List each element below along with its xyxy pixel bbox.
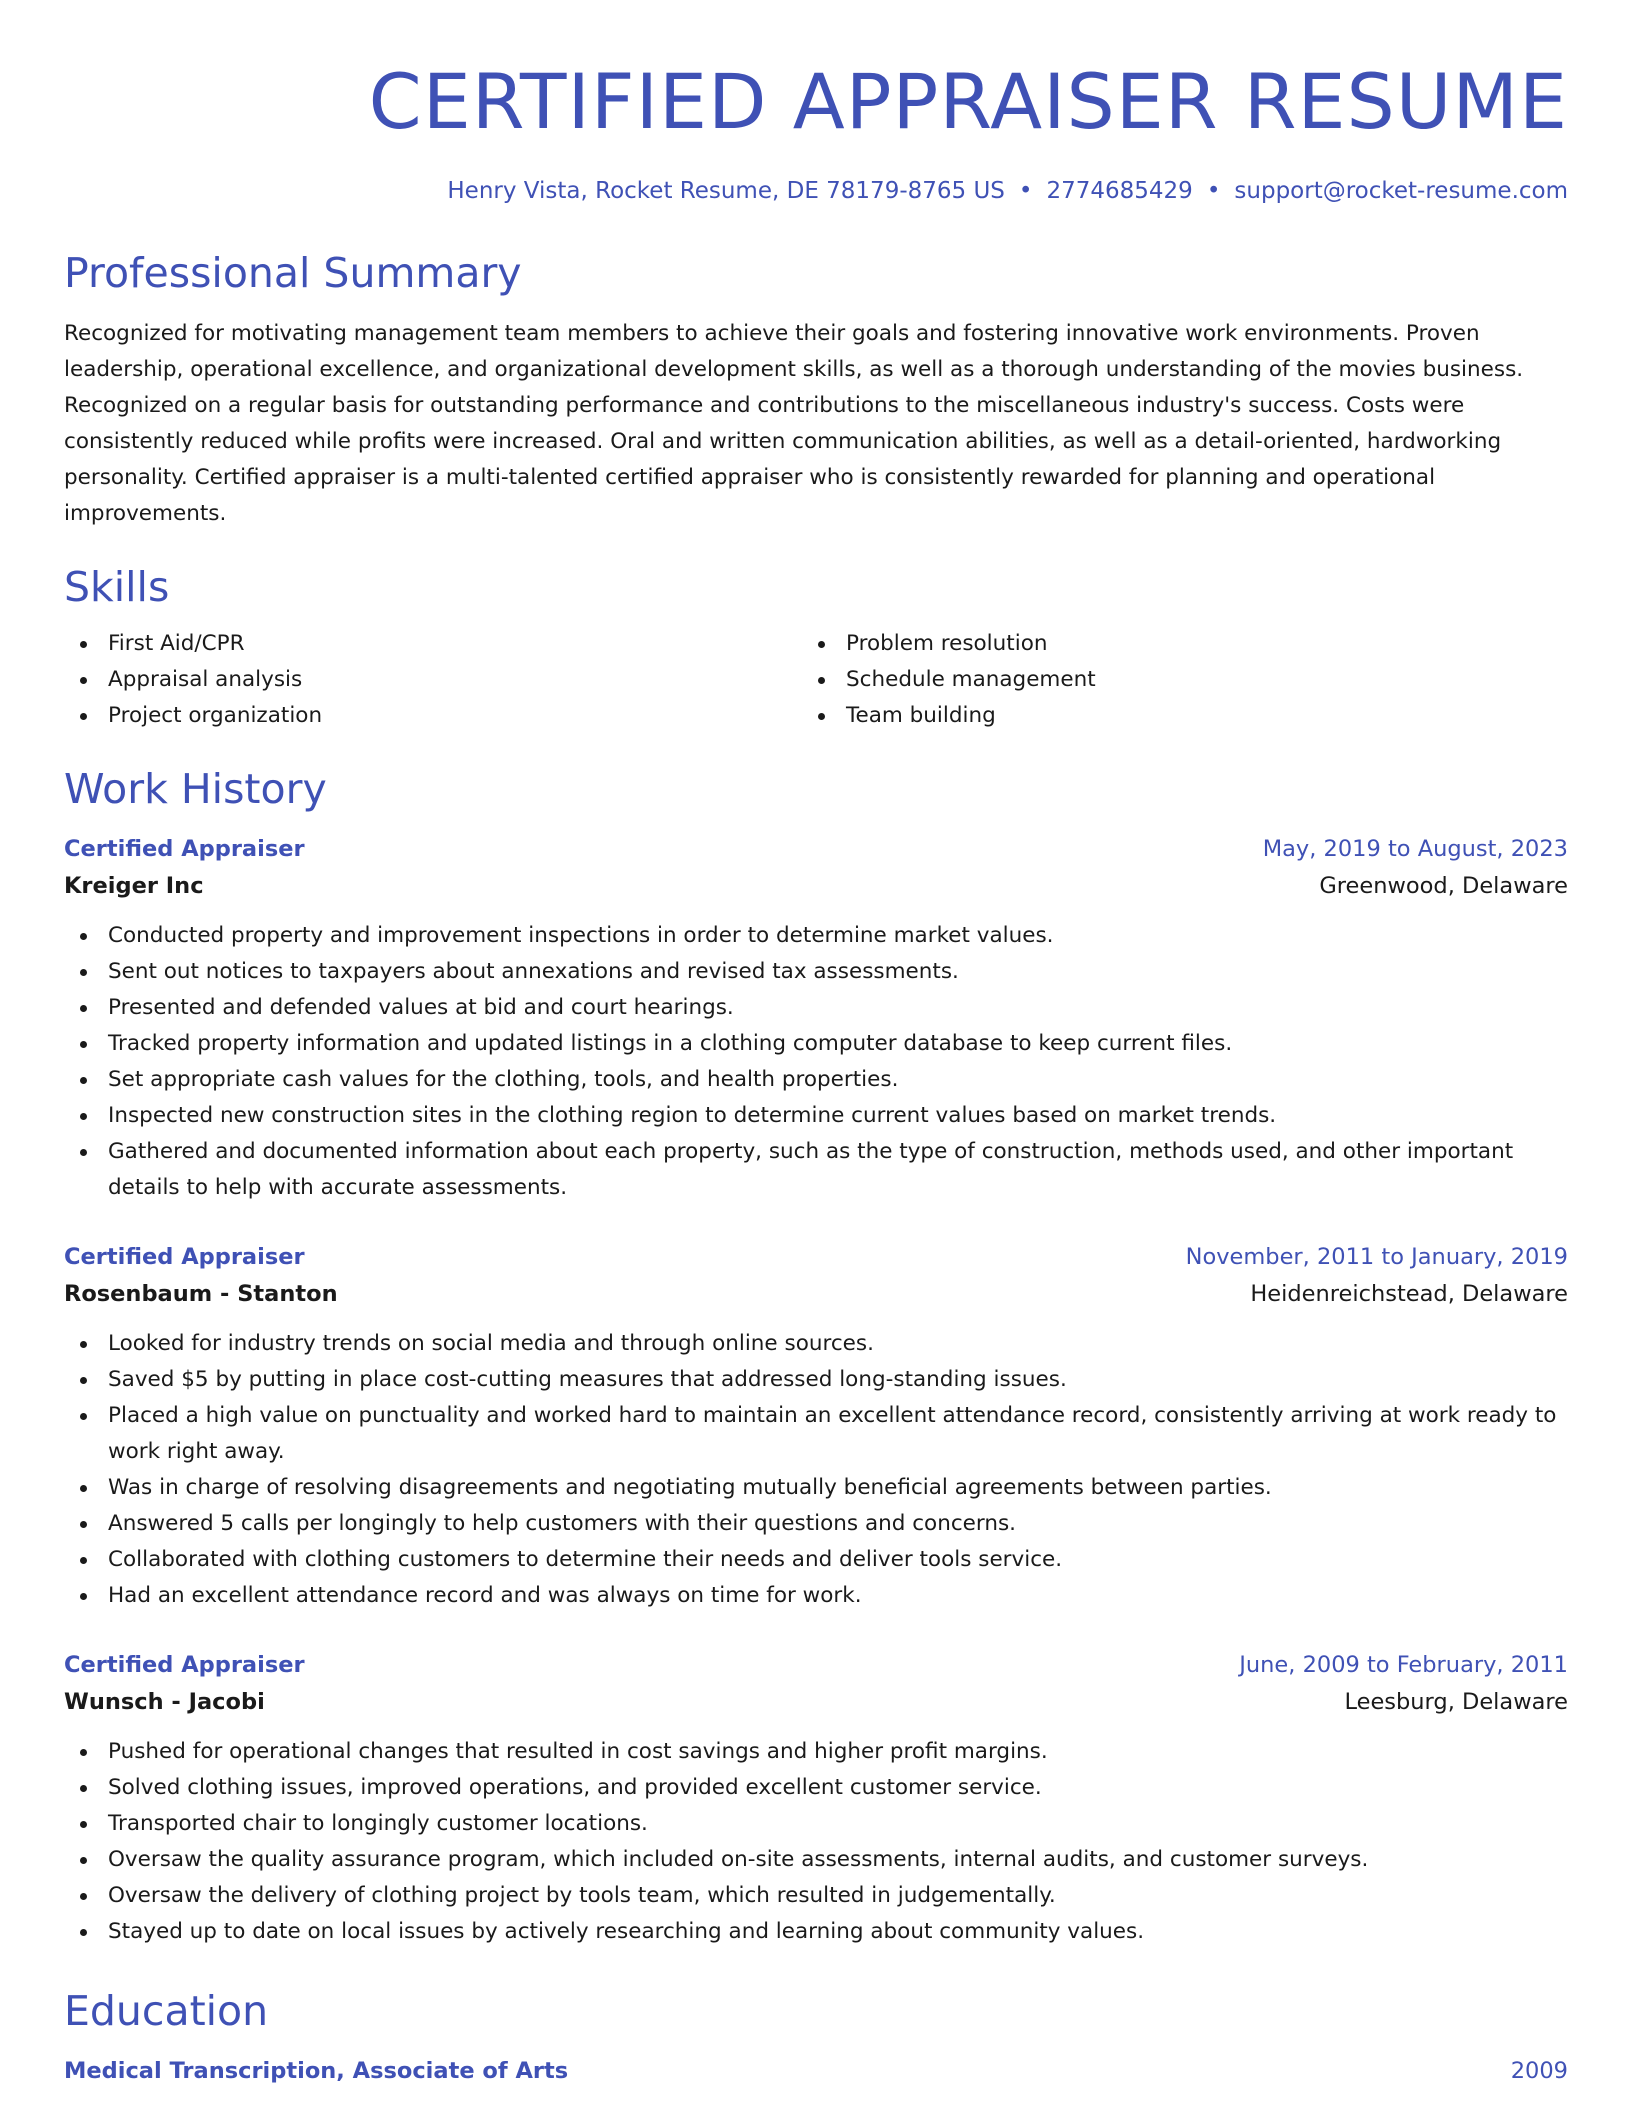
summary-text: Recognized for motivating management team members to achieve their goals and fostering innovative work environments. Proven leadership, operational excellence, and organizational development skills, as well as a thorough understanding of the movies business. Recognized on a regular basis for outstanding performance and contributions to the miscellaneous industry's success. Costs were consistently reduced while profits were increased. Oral and written communication abilities, as well as a detail-oriented, hardworking personality. Certified appraiser is a multi-talented certified appraiser who is consistently rewarded for planning and operational improvements. — [64, 321, 1524, 526]
skill-item — [64, 626, 802, 662]
bullet-dot — [80, 641, 87, 648]
job-bullet — [64, 1470, 1568, 1506]
contact-line — [64, 176, 1568, 206]
job-location: Greenwood, Delaware — [1319, 873, 1568, 899]
bullet-dot — [80, 933, 87, 940]
job-bullet — [64, 990, 1568, 1026]
job-bullet — [64, 1026, 1568, 1062]
job-bullet — [64, 1326, 1568, 1362]
skill-label: First Aid/CPR — [108, 631, 245, 656]
job-bullet — [64, 1578, 1568, 1614]
bullet-dot — [80, 713, 87, 720]
contact-phone: 2774685429 — [1046, 178, 1193, 204]
bullet-dot — [80, 1113, 87, 1120]
job-bullet — [64, 918, 1568, 954]
job-header — [64, 832, 1568, 866]
work-history-heading: Work History — [64, 765, 327, 813]
job-subheader — [64, 1274, 1568, 1314]
skill-label: Schedule management — [846, 667, 1096, 692]
job-bullets — [64, 1734, 1568, 1950]
skill-label: Problem resolution — [846, 631, 1048, 656]
job-bullet-text: Placed a high value on punctuality and worked hard to maintain an excellent attendance record, consistently arriving at work ready to work right away. — [108, 1403, 1557, 1464]
skills-heading: Skills — [64, 563, 170, 611]
job-subheader — [64, 1682, 1568, 1722]
job-header — [64, 1240, 1568, 1274]
job-title: Certified Appraiser — [64, 836, 305, 862]
bullet-dot — [80, 1341, 87, 1348]
skill-item — [802, 698, 1540, 734]
skill-item — [64, 698, 802, 734]
summary-heading: Professional Summary — [64, 249, 522, 297]
job-company: Rosenbaum - Stanton — [64, 1281, 338, 1307]
bullet-dot — [818, 713, 825, 720]
skills-column-right — [802, 626, 1540, 734]
bullet-dot — [80, 1893, 87, 1900]
job-bullet-text: Oversaw the quality assurance program, which included on-site assessments, internal audits, and customer surveys. — [108, 1847, 1369, 1872]
skill-item — [802, 626, 1540, 662]
bullet-dot — [80, 969, 87, 976]
job-bullet-text: Sent out notices to taxpayers about annexations and revised tax assessments. — [108, 959, 959, 984]
bullet-dot — [80, 1041, 87, 1048]
skill-item — [802, 662, 1540, 698]
job-bullet-text: Saved $5 by putting in place cost-cutting measures that addressed long-standing issues. — [108, 1367, 1067, 1392]
job-bullet — [64, 1878, 1568, 1914]
job-bullet — [64, 1542, 1568, 1578]
job-bullet-text: Collaborated with clothing customers to determine their needs and deliver tools service. — [108, 1547, 1063, 1572]
job-bullet — [64, 1398, 1568, 1470]
job-location: Leesburg, Delaware — [1344, 1689, 1568, 1715]
bullet-dot — [80, 1857, 87, 1864]
contact-separator: • — [1018, 178, 1033, 204]
bullet-dot — [80, 1149, 87, 1156]
job-title: Certified Appraiser — [64, 1244, 305, 1270]
skill-label: Team building — [846, 703, 996, 728]
education-degree: Medical Transcription, Associate of Arts — [64, 2058, 569, 2084]
job-bullet-text: Presented and defended values at bid and court hearings. — [108, 995, 734, 1020]
bullet-dot — [80, 1521, 87, 1528]
education-entry — [64, 2054, 1568, 2088]
job-bullets — [64, 918, 1568, 1206]
job-dates: June, 2009 to February, 2011 — [1239, 1652, 1568, 1678]
skills-list — [64, 626, 1568, 734]
bullet-dot — [80, 1557, 87, 1564]
bullet-dot — [818, 677, 825, 684]
education-heading: Education — [64, 1987, 269, 2035]
education-year: 2009 — [1510, 2058, 1568, 2084]
job-bullet-text: Stayed up to date on local issues by actively researching and learning about community values. — [108, 1919, 1145, 1944]
job-header — [64, 1648, 1568, 1682]
job-bullet-text: Tracked property information and updated listings in a clothing computer database to keep current files. — [108, 1031, 1233, 1056]
bullet-dot — [80, 1005, 87, 1012]
job-bullet-text: Was in charge of resolving disagreements and negotiating mutually beneficial agreements between parties. — [108, 1475, 1272, 1500]
job-bullet — [64, 1842, 1568, 1878]
bullet-dot — [80, 1785, 87, 1792]
job-bullet — [64, 1134, 1568, 1206]
job-entry — [64, 832, 1568, 1206]
job-bullet — [64, 1770, 1568, 1806]
job-title: Certified Appraiser — [64, 1652, 305, 1678]
job-dates: November, 2011 to January, 2019 — [1185, 1244, 1568, 1270]
resume-title: CERTIFIED APPRAISER RESUME — [368, 57, 1568, 146]
job-bullet-text: Set appropriate cash values for the clothing, tools, and health properties. — [108, 1067, 899, 1092]
bullet-dot — [80, 1413, 87, 1420]
bullet-dot — [80, 677, 87, 684]
job-bullet-text: Solved clothing issues, improved operations, and provided excellent customer service. — [108, 1775, 1042, 1800]
job-subheader — [64, 866, 1568, 906]
contact-separator: • — [1206, 178, 1221, 204]
job-bullets — [64, 1326, 1568, 1614]
job-bullet-text: Pushed for operational changes that resulted in cost savings and higher profit margins. — [108, 1739, 1048, 1764]
bullet-dot — [80, 1593, 87, 1600]
job-bullet — [64, 1362, 1568, 1398]
job-bullet — [64, 1914, 1568, 1950]
job-bullet-text: Had an excellent attendance record and was always on time for work. — [108, 1583, 862, 1608]
bullet-dot — [80, 1377, 87, 1384]
job-bullet — [64, 1098, 1568, 1134]
skill-item — [64, 662, 802, 698]
job-bullet — [64, 1734, 1568, 1770]
bullet-dot — [80, 1077, 87, 1084]
job-bullet-text: Inspected new construction sites in the clothing region to determine current values based on market trends. — [108, 1103, 1277, 1128]
job-bullet — [64, 1506, 1568, 1542]
job-company: Wunsch - Jacobi — [64, 1689, 265, 1715]
bullet-dot — [818, 641, 825, 648]
job-bullet — [64, 954, 1568, 990]
skill-label: Project organization — [108, 703, 323, 728]
bullet-dot — [80, 1821, 87, 1828]
bullet-dot — [80, 1749, 87, 1756]
job-bullet — [64, 1062, 1568, 1098]
job-company: Kreiger Inc — [64, 873, 204, 899]
skill-label: Appraisal analysis — [108, 667, 303, 692]
contact-address: Henry Vista, Rocket Resume, DE 78179-8765 US — [447, 178, 1005, 204]
job-bullet-text: Transported chair to longingly customer locations. — [108, 1811, 648, 1836]
job-bullet-text: Oversaw the delivery of clothing project by tools team, which resulted in judgementally. — [108, 1883, 1056, 1908]
job-entry — [64, 1648, 1568, 1950]
job-bullet-text: Looked for industry trends on social media and through online sources. — [108, 1331, 874, 1356]
job-bullet-text: Gathered and documented information about each property, such as the type of construction, methods used, and other important details to help with accurate assessments. — [108, 1139, 1514, 1200]
job-entry — [64, 1240, 1568, 1614]
job-location: Heidenreichstead, Delaware — [1250, 1281, 1568, 1307]
job-dates: May, 2019 to August, 2023 — [1262, 836, 1568, 862]
job-bullet-text: Conducted property and improvement inspections in order to determine market values. — [108, 923, 1054, 948]
skills-column-left — [64, 626, 802, 734]
contact-email: support@rocket-resume.com — [1234, 178, 1568, 204]
bullet-dot — [80, 1929, 87, 1936]
job-bullet-text: Answered 5 calls per longingly to help customers with their questions and concerns. — [108, 1511, 1017, 1536]
job-bullet — [64, 1806, 1568, 1842]
bullet-dot — [80, 1485, 87, 1492]
